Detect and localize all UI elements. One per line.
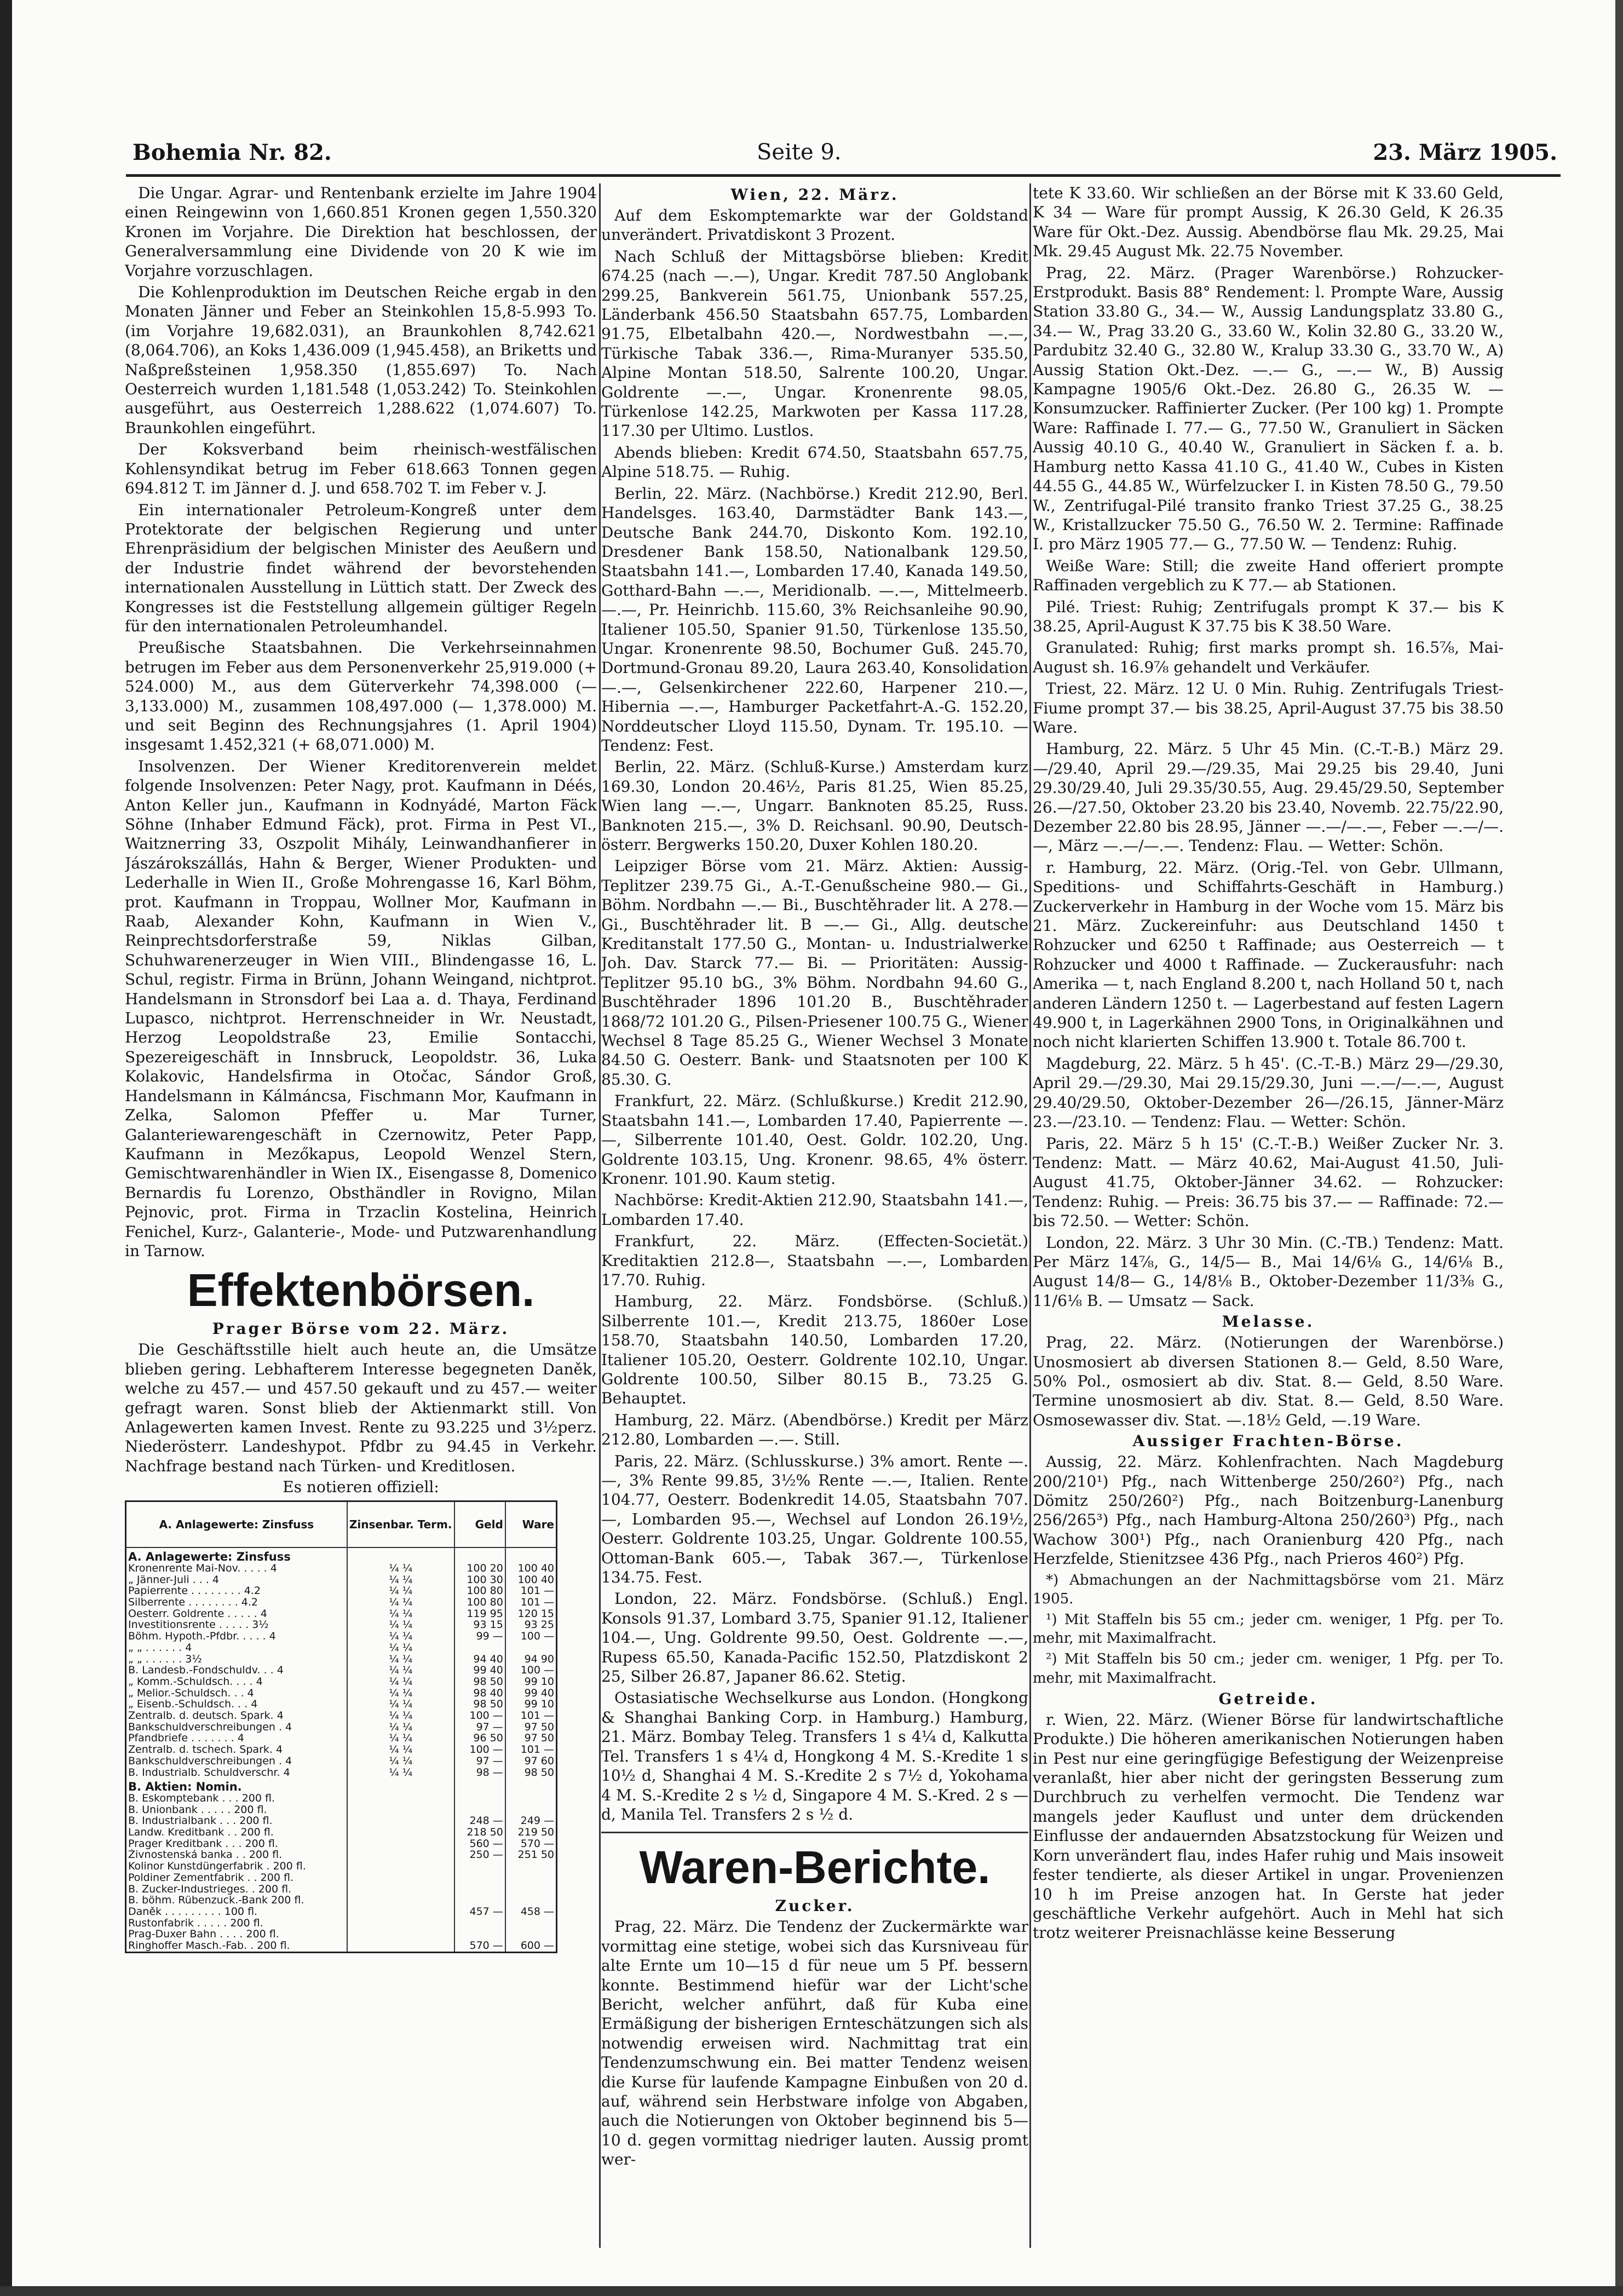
table-cell: Investitionsrente . . . . . 3½: [126, 1619, 347, 1631]
table-cell: Prag-Duxer Bahn . . . . 200 fl.: [126, 1929, 347, 1940]
news-paragraph: Ein internationaler Petroleum-Kongreß unter dem Protektorate der belgischen Regierung und unter Ehrenpräsidium der belgischen Minister des Aeußern und der Industrie findet während der bevorstehenden internationalen Ausstellung in Lüttich statt. Der Zweck des Kongresses ist die Feststellung allgemein gültiger Regeln für den internationalen Petroleumhandel.: [125, 500, 597, 635]
table-cell: 251 50: [505, 1849, 557, 1861]
news-paragraph: Paris, 22. März. (Schlusskurse.) 3% amort. Rente —.—, 3% Rente 99.85, 3½% Rente —.—, Italien. Rente 104.77, Oesterr. Bodenkredit 14.05, Staatsbahn 707.—, Lombarden 95.—, Wechsel auf London 26.19½, Oesterr. Goldrente 103.25, Ungar. Goldrente 100.55, Ottoman-Bank 605.—, Tabak 367.—, Türkenlose 134.75. Fest.: [601, 1452, 1028, 1587]
table-row: [126, 1940, 557, 1952]
newspaper-issue: Bohemia Nr. 82.: [133, 140, 332, 165]
table-cell: 100 —: [454, 1744, 505, 1756]
table-cell: 249 —: [505, 1815, 557, 1827]
table-cell: 101 —: [505, 1710, 557, 1722]
table-cell: 218 50: [454, 1827, 505, 1838]
news-paragraph: r. Hamburg, 22. März. (Orig.-Tel. von Gebr. Ullmann, Speditions- und Schiffahrts-Geschäft in Hamburg.) Zuckerverkehr in Hamburg in der Woche vom 15. März bis 21. März. Zuckereinfuhr: aus Deutschland 1450 t Rohzucker und 6250 t Raffinade; aus Oesterreich — t Rohzucker und 4000 t Raffinade. — Zuckerausfuhr: nach Amerika — t, nach England 8.200 t, nach Holland 50 t, nach anderen Ländern 1250 t. — Lagerbestand auf festen Lagern 49.900 t, in Lagerkähnen 2900 Tons, in Originalkähnen und noch nicht klarierten Schiffen 13.900 t. Totale 86.700 t.: [1033, 858, 1504, 1051]
news-paragraph: Berlin, 22. März. (Schluß-Kurse.) Amsterdam kurz 169.30, London 20.46½, Paris 81.25, Wien 85.25, Wien lang —.—, Ungarr. Banknoten 85.25, Russ. Banknoten 215.—, 3% D. Reichsanl. 90.90, Deutsch-österr. Bergwerks 150.20, Duxer Kohlen 180.20.: [601, 758, 1028, 854]
table-cell: ¼ ¼: [347, 1563, 454, 1574]
table-cell: „ Jänner-Juli . . . 4: [126, 1574, 347, 1586]
table-row: [126, 1744, 557, 1756]
table-cell: 96 50: [454, 1733, 505, 1744]
table-cell: [347, 1827, 454, 1838]
footnote: ²) Mit Staffeln bis 50 cm.; jeder cm. weniger, 1 Pfg. per To. mehr, mit Maximalfracht.: [1033, 1651, 1504, 1687]
table-cell: A. Anlagewerte: Zinsfuss: [126, 1547, 347, 1563]
table-cell: 100 20: [454, 1563, 505, 1574]
stock-quote-table: [125, 1500, 557, 1953]
table-cell: 100 40: [505, 1574, 557, 1586]
news-paragraph: Frankfurt, 22. März. (Effecten-Societät.) Kreditaktien 212.8—, Staatsbahn —.—, Lombarden 17.70. Ruhig.: [601, 1232, 1028, 1289]
table-cell: 98 40: [454, 1688, 505, 1699]
table-cell: ¼ ¼: [347, 1597, 454, 1608]
table-cell: Bankschuldverschreibungen . 4: [126, 1756, 347, 1767]
table-cell: [454, 1642, 505, 1654]
table-cell: [505, 1884, 557, 1895]
table-cell: 570 —: [505, 1838, 557, 1850]
table-cell: Bankschuldverschreibungen . 4: [126, 1722, 347, 1733]
table-row: [126, 1929, 557, 1940]
table-cell: 94 90: [505, 1654, 557, 1665]
grain-report: r. Wien, 22. März. (Wiener Börse für landwirtschaftliche Produkte.) Die höheren amerikanischen Notierungen haben in Pest nur eine geringfügige Befestigung der Weizenpreise veranlaßt, hier aber nicht der geringsten Besserung zum Durchbruch zu verhelfen vermocht. Die Tendenz war mangels jeder Kauflust und unter dem drückenden Einflusse der andauernden Absatzstockung für Weizen und Korn unverändert flau, indes Hafer ruhig und Mais insoweit fester tendierte, als dieser Artikel in ungar. Provenienzen 10 h im Preise anzogen hat. In Gerste hat jeder geschäftliche Verkehr aufgehört. Auch in Mehl hat sich trotz weiterer Preisnachlässe keine Besserung: [1033, 1710, 1504, 1942]
table-cell: Živnostenská banka . . 200 fl.: [126, 1849, 347, 1861]
table-cell: [454, 1861, 505, 1872]
table-cell: 98 50: [454, 1699, 505, 1710]
table-row: [126, 1895, 557, 1906]
table-cell: ¼ ¼: [347, 1608, 454, 1620]
news-paragraph: Der Koksverband beim rheinisch-westfälischen Kohlensyndikat betrug im Feber 618.663 Tonnen gegen 694.812 T. im Jänner d. J. und 658.702 T. im Feber v. J.: [125, 440, 597, 498]
table-cell: [454, 1895, 505, 1906]
table-cell: ¼ ¼: [347, 1642, 454, 1654]
table-cell: ¼ ¼: [347, 1733, 454, 1744]
footnote: ¹) Mit Staffeln bis 55 cm.; jeder cm. weniger, 1 Pfg. per To. mehr, mit Maximalfracht.: [1033, 1612, 1504, 1647]
table-cell: [505, 1918, 557, 1929]
table-cell: 98 50: [505, 1767, 557, 1779]
table-cell: 93 15: [454, 1619, 505, 1631]
table-row: [126, 1654, 557, 1665]
news-paragraph: Abends blieben: Kredit 674.50, Staatsbahn 657.75, Alpine 518.75. — Ruhig.: [601, 443, 1028, 481]
table-cell: Daněk . . . . . . . . . 100 fl.: [126, 1906, 347, 1918]
news-paragraph: Berlin, 22. März. (Nachbörse.) Kredit 212.90, Berl. Handelsges. 163.40, Darmstädter Bank 143.—, Deutsche Bank 244.70, Diskonto Kom. 192.10, Dresdener Bank 158.50, Nationalbank 129.50, Staatsbahn 141.—, Lombarden 17.40, Kanada 149.50, Gotthard-Bahn —.—, Meridionalb. —.—, Mittelmeerb. —.—, Pr. Heinrichb. 115.60, 3% Reichsanleihe 90.90, Italiener 105.50, Spanier 91.50, Türkenlose 135.50, Ungar. Kronenrente 98.50, Bochumer Guß. 245.70, Dortmund-Gronau 89.20, Laura 263.40, Konsolidation —.—, Gelsenkirchener 222.60, Harpener 210.—, Hibernia —.—, Hamburger Packetfahrt-A.-G. 152.20, Norddeutscher Lloyd 115.50, Dynam. Tr. 195.10. — Tendenz: Fest.: [601, 484, 1028, 755]
table-cell: [347, 1918, 454, 1929]
table-cell: 248 —: [454, 1815, 505, 1827]
table-header: Geld: [454, 1501, 505, 1548]
table-row: [126, 1665, 557, 1676]
news-paragraph: tete K 33.60. Wir schließen an der Börse mit K 33.60 Geld, K 34 — Ware für prompt Aussig, K 26.30 Geld, K 26.35 Ware für Okt.-Dez. Aussig. Abendbörse flau Mk. 29.25, Mai Mk. 29.45 August Mk. 22.75 November.: [1033, 184, 1504, 261]
table-cell: [505, 1929, 557, 1940]
table-cell: B. Eskomptebank . . . 200 fl.: [126, 1793, 347, 1804]
table-row: [126, 1710, 557, 1722]
table-cell: Silberrente . . . . . . . . 4.2: [126, 1597, 347, 1608]
table-cell: ¼ ¼: [347, 1688, 454, 1699]
table-row: [126, 1722, 557, 1733]
table-header: A. Anlagewerte: Zinsfuss: [126, 1501, 347, 1548]
news-paragraph: Nachbörse: Kredit-Aktien 212.90, Staatsbahn 141.—, Lombarden 17.40.: [601, 1191, 1028, 1229]
section-heading-effektenboersen: Effektenbörsen.: [187, 1264, 535, 1316]
table-cell: [347, 1929, 454, 1940]
table-cell: B. Landesb.-Fondschuldv. . . 4: [126, 1665, 347, 1676]
news-paragraph: Prag, 22. März. (Prager Warenbörse.) Rohzucker-Erstprodukt. Basis 88° Rendement: l. Prompte Ware, Aussig Station 33.80 G., 34.— W., Aussig Landungsplatz 33.80 G., 34.— W., Prag 33.20 G., 33.60 W., Kolin 32.80 G., 33.20 W., Pardubitz 32.40 G., 32.80 W., Kralup 33.30 G., 33.70 W., A) Aussig Station Okt.-Dez. —.— G., —.— W., B) Aussig Kampagne 1905/6 Okt.-Dez. 26.80 G., 26.35 W. — Konsumzucker. Raffinierter Zucker. (Per 100 kg) 1. Prompte Ware: Raffinade I. 77.— G., 77.50 W., Granuliert in Säcken Aussig 40.10 G., 40.40 W., Granuliert in Säcken f. a. b. Hamburg netto Kassa 41.10 G., 41.40 W., Cubes in Kisten 44.55 G., 44.85 W., Würfelzucker I. in Kisten 78.50 G., 79.50 W., Zentrifugal-Pilé transito franko Triest 37.25 G., 38.25 W., Kristallzucker 75.50 G., 76.50 W. 2. Termine: Raffinade I. pro März 1905 77.— G., 77.50 W. — Tendenz: Ruhig.: [1033, 263, 1504, 554]
table-cell: Zentralb. d. deutsch. Spark. 4: [126, 1710, 347, 1722]
table-cell: ¼ ¼: [347, 1585, 454, 1597]
table-row: [126, 1631, 557, 1642]
table-cell: 560 —: [454, 1838, 505, 1850]
table-cell: Kronenrente Mai-Nov. . . . . 4: [126, 1563, 347, 1574]
sugar-heading: Zucker.: [775, 1897, 855, 1915]
table-cell: [454, 1793, 505, 1804]
table-row: [126, 1815, 557, 1827]
table-row: [126, 1688, 557, 1699]
section-divider: [601, 1832, 1028, 1833]
table-cell: 101 —: [505, 1585, 557, 1597]
news-paragraph: Ostasiatische Wechselkurse aus London. (Hongkong & Shanghai Banking Corp. in Hamburg.) Hamburg, 21. März. Bombay Teleg. Transfers 1 s 4¼ d, Kalkutta Tel. Transfers 1 s 4¼ d, Hongkong 4 M. S.-Kredite 1 s 10½ d, Shanghai 4 M. S.-Kredite 2 s 7½ d, Yokohama 4 M. S.-Kredite 2 s ½ d, Singapore 4 M. S.-Kred. 2 s — d, Manila Tel. Transfers 2 s ½ d.: [601, 1689, 1028, 1823]
table-cell: Prager Kreditbank . . . 200 fl.: [126, 1838, 347, 1850]
header-rule: [126, 174, 1561, 177]
table-row: [126, 1918, 557, 1929]
news-paragraph: Frankfurt, 22. März. (Schlußkurse.) Kredit 212.90, Staatsbahn 141.—, Lombarden 17.40, Papierrente —.—, Silberrente 101.40, Oest. Goldr. 102.20, Ung. Goldrente 103.15, Ung. Kronenr. 98.65, 4% österr. Kronenr. 101.90. Kaum stetig.: [601, 1092, 1028, 1188]
table-cell: [347, 1547, 454, 1563]
table-cell: [454, 1872, 505, 1884]
table-cell: 99 40: [454, 1665, 505, 1676]
table-cell: [454, 1778, 505, 1793]
table-cell: ¼ ¼: [347, 1631, 454, 1642]
table-cell: [347, 1793, 454, 1804]
table-cell: [347, 1861, 454, 1872]
table-row: [126, 1699, 557, 1710]
table-cell: [454, 1918, 505, 1929]
news-paragraph: London, 22. März. Fondsbörse. (Schluß.) Engl. Konsols 91.37, Lombard 3.75, Spanier 91.12, Italiener 104.—, Ung. Goldrente 99.50, Oest. Goldrente —.—, Rupess 65.50, Kanada-Pacific 152.50, Platzdiskont 2 25, Silber 26.87, Japaner 86.62. Stetig.: [601, 1590, 1028, 1686]
table-cell: [505, 1804, 557, 1816]
table-cell: 100 —: [454, 1710, 505, 1722]
table-cell: 119 95: [454, 1608, 505, 1620]
table-cell: Böhm. Hypoth.-Pfdbr. . . . . 4: [126, 1631, 347, 1642]
table-cell: 458 —: [505, 1906, 557, 1918]
table-cell: 600 —: [505, 1940, 557, 1952]
footnote: *) Abmachungen an der Nachmittagsbörse vom 21. März 1905.: [1033, 1572, 1504, 1607]
news-paragraph: Weiße Ware: Still; die zweite Hand offeriert prompte Raffinaden vergeblich zu K 77.— ab Stationen.: [1033, 556, 1504, 595]
table-cell: „ Komm.-Schuldsch. . . . 4: [126, 1676, 347, 1688]
grain-heading: Getreide.: [1218, 1689, 1318, 1708]
table-cell: [454, 1884, 505, 1895]
table-cell: B. Zucker-Industrieges. . 200 fl.: [126, 1884, 347, 1895]
table-cell: 97 50: [505, 1733, 557, 1744]
news-paragraph: Auf dem Eskomptemarkte war der Goldstand unverändert. Privatdiskont 3 Prozent.: [601, 206, 1028, 244]
molasses-heading: Melasse.: [1222, 1313, 1315, 1331]
table-cell: [505, 1778, 557, 1793]
news-paragraph: Pilé. Triest: Ruhig; Zentrifugals prompt K 37.— bis K 38.25, April-August K 37.75 bis K 38.50 Ware.: [1033, 597, 1504, 635]
freight-report: Aussig, 22. März. Kohlenfrachten. Nach Magdeburg 200/210¹) Pfg., nach Wittenberge 250/260²) Pfg., nach Dömitz 250/260²) Pfg., nach Boitzenburg-Lanenburg 256/265³) Pfg., nach Hamburg-Altona 250/260³) Pfg., nach Wachow 300¹) Pfg., nach Oranienburg 420 Pfg., nach Herzfelde, Stienitzsee 436 Pfg., nach Prieros 460²) Pfg.: [1033, 1453, 1504, 1568]
table-cell: 100 —: [505, 1665, 557, 1676]
section-heading-waren-berichte: Waren-Berichte.: [639, 1842, 991, 1894]
news-paragraph: Triest, 22. März. 12 U. 0 Min. Ruhig. Zentrifugals Triest-Fiume prompt 37.— bis 38.25, April-August 37.75 bis 38.50 Ware.: [1033, 680, 1504, 736]
table-cell: ¼ ¼: [347, 1710, 454, 1722]
news-paragraph: London, 22. März. 3 Uhr 30 Min. (C.-TB.) Tendenz: Matt. Per März 14⅞, G., 14/5— B., Mai 14/6⅛ G., 14/6⅛ B., August 14/8— G., 14/8⅛ B., Oktober-Dezember 11/3⅜ G., 11/6⅛ B. — Umsatz — Sack.: [1033, 1233, 1504, 1310]
table-cell: Zentralb. d. tschech. Spark. 4: [126, 1744, 347, 1756]
table-cell: 120 15: [505, 1608, 557, 1620]
table-cell: B. Unionbank . . . . . 200 fl.: [126, 1804, 347, 1816]
sugar-report: Prag, 22. März. Die Tendenz der Zuckermärkte war vormittag eine stetige, wobei sich das Kursniveau für alte Ernte um 10—15 d für neue um 5 Pf. bessern konnte. Bestimmend hiefür war der Licht'sche Bericht, welcher anführt, daß für Kuba eine Ermäßigung der bisherigen Ernteschätzungen sich als notwendig erweisen wird. Nachmittag trat ein Tendenzumschwung ein. Bei matter Tendenz weisen die Kurse für laufende Kampagne Einbußen von 20 d. auf, während sein Herbstware infolge von Abgaben, auch die Notierungen von Oktober beginnend bis 5—10 d. gegen vormittag niedriger lauten. Aussig promt wer-: [601, 1918, 1028, 2169]
page-number: Seite 9.: [757, 140, 842, 165]
scan-edge-right: [1615, 0, 1623, 2296]
table-cell: „ Eisenb.-Schuldsch. . . 4: [126, 1699, 347, 1710]
table-cell: ¼ ¼: [347, 1722, 454, 1733]
table-cell: 100 40: [505, 1563, 557, 1574]
news-paragraph: Die Ungar. Agrar- und Rentenbank erzielte im Jahre 1904 einen Reingewinn von 1,660.851 Kronen gegen 1,550.320 Kronen im Vorjahre. Die Direktion hat beschlossen, der Generalversammlung eine Dividende von 20 K wie im Vorjahre vorzuschlagen.: [125, 184, 597, 280]
table-row: [126, 1793, 557, 1804]
table-cell: Pfandbriefe . . . . . . . 4: [126, 1733, 347, 1744]
table-cell: B. Industrialb. Schuldverschr. 4: [126, 1767, 347, 1779]
table-body: [126, 1547, 557, 1952]
table-cell: 99 —: [454, 1631, 505, 1642]
table-cell: 99 10: [505, 1699, 557, 1710]
table-row: [126, 1585, 557, 1597]
prague-exchange-report: Die Geschäftsstille hielt auch heute an, die Umsätze blieben gering. Lebhafterem Interesse begegneten Daněk, welche zu 457.— und 457.50 gekauft und zu 457.— weiter gefragt waren. Sonst blieb der Aktienmarkt still. Von Anlagewerten kamen Invest. Rente zu 93.225 und 3½perz. Niederösterr. Landeshypot. Pfdbr zu 94.45 in Verkehr. Nachfrage bestand nach Türken- und Kreditlosen.: [125, 1340, 597, 1475]
table-cell: ¼ ¼: [347, 1676, 454, 1688]
news-paragraph: Die Kohlenproduktion im Deutschen Reiche ergab in den Monaten Jänner und Feber an Steinkohlen 15,8-5.993 To. (im Vorjahre 19,682.031), an Braunkohlen 8,742.621 (8,064.706), an Koks 1,436.009 (1,945.458), an Briketts und Naßpreßsteinen 1,958.350 (1,855.697) To. Nach Oesterreich wurden 1,181.548 (1,053.242) To. Steinkohlen ausgeführt, aus Oesterreich 1,288.622 (1,074.607) To. Braunkohlen eingeführt.: [125, 283, 597, 437]
table-row: [126, 1884, 557, 1895]
table-cell: 219 50: [505, 1827, 557, 1838]
table-cell: [347, 1884, 454, 1895]
issue-date: 23. März 1905.: [1373, 140, 1557, 165]
table-row: [126, 1597, 557, 1608]
news-paragraph: Hamburg, 22. März. 5 Uhr 45 Min. (C.-T.-B.) März 29.—/29.40, April 29.—/29.35, Mai 29.25 bis 29.40, Juni 29.30/29.40, Juli 29.35/30.55, Aug. 29.45/29.50, September 26.—/27.50, Oktober 23.20 bis 23.40, Novemb. 22.75/22.90, Dezember 22.80 bis 28.95, Jänner —.—/—.—, Feber —.—/—.—, März —.—/—.—. Tendenz: Flau. — Wetter: Schön.: [1033, 740, 1504, 855]
table-cell: ¼ ¼: [347, 1619, 454, 1631]
table-cell: Rustonfabrik . . . . . 200 fl.: [126, 1918, 347, 1929]
table-cell: ¼ ¼: [347, 1574, 454, 1586]
table-cell: 100 80: [454, 1597, 505, 1608]
table-cell: 97 60: [505, 1756, 557, 1767]
official-quotes-label: Es notieren offiziell:: [283, 1478, 439, 1497]
table-cell: 570 —: [454, 1940, 505, 1952]
table-cell: [347, 1872, 454, 1884]
table-cell: 101 —: [505, 1597, 557, 1608]
table-row: [126, 1838, 557, 1850]
table-cell: [347, 1778, 454, 1793]
table-cell: [505, 1861, 557, 1872]
scan-edge-bottom: [0, 2286, 1623, 2296]
table-cell: 101 —: [505, 1744, 557, 1756]
news-paragraph: Leipziger Börse vom 21. März. Aktien: Aussig-Teplitzer 239.75 Gi., A.-T.-Genußscheine 980.— Gi., Böhm. Nordbahn —.— Bi., Buschtěhrader lit. A 278.— Gi., Buschtěhrader lit. B —.— Gi., Allg. deutsche Kreditanstalt 177.50 G., Montan- u. Industrialwerke Joh. Dav. Starck 77.— Bi. — Prioritäten: Aussig-Teplitzer 95.10 bG., 3% Böhm. Nordbahn 94.60 G., Buschtěhrader 1896 101.20 B., Buschtěhrader 1868/72 101.20 G., Pilsen-Priesener 100.75 G., Wiener Wechsel 8 Tage 85.25 G., Wiener Wechsel 3 Monate 84.50 G. Oesterr. Bank- und Staatsnoten per 100 K 85.30. G.: [601, 857, 1028, 1089]
table-cell: [347, 1906, 454, 1918]
table-cell: [454, 1804, 505, 1816]
table-row: [126, 1756, 557, 1767]
vienna-heading: Wien, 22. März.: [730, 186, 899, 204]
table-cell: Kolinor Kunstdüngerfabrik . 200 fl.: [126, 1861, 347, 1872]
table-cell: 100 30: [454, 1574, 505, 1586]
table-cell: ¼ ¼: [347, 1665, 454, 1676]
table-cell: Papierrente . . . . . . . . 4.2: [126, 1585, 347, 1597]
table-row: [126, 1642, 557, 1654]
table-row: [126, 1547, 557, 1563]
table-row: [126, 1778, 557, 1793]
news-paragraph: Preußische Staatsbahnen. Die Verkehrseinnahmen betrugen im Feber aus dem Personenverkehr 25,919.000 (+ 524.000) M., aus dem Güterverkehr 74,398.000 (— 3,133.000) M., zusammen 108,497.000 (— 1,378.000) M. und seit Beginn des Rechnungsjahres (1. April 1904) insgesamt 1.452,321 (+ 68,071.000) M.: [125, 638, 597, 754]
table-cell: [347, 1838, 454, 1850]
table-row: [126, 1804, 557, 1816]
table-cell: 457 —: [454, 1906, 505, 1918]
column-left: [125, 183, 597, 2251]
table-cell: [505, 1642, 557, 1654]
news-paragraph: Paris, 22. März 5 h 15' (C.-T.-B.) Weißer Zucker Nr. 3. Tendenz: Matt. — März 40.62, Mai-August 41.50, Juli-August 41.75, Oktober-Jänner 34.62. — Rohzucker: Tendenz: Ruhig. — Preis: 36.75 bis 37.— — Raffinade: 72.— bis 72.50. — Wetter: Schön.: [1033, 1134, 1504, 1230]
table-row: [126, 1767, 557, 1779]
table-cell: „ Melior.-Schuldsch. . . 4: [126, 1688, 347, 1699]
news-paragraph: Hamburg, 22. März. (Abendbörse.) Kredit per März 212.80, Lombarden —.—. Still.: [601, 1411, 1028, 1449]
table-row: [126, 1563, 557, 1574]
column-divider: [1029, 183, 1031, 2248]
column-right: [1033, 183, 1504, 2251]
table-cell: B. Aktien: Nomin.: [126, 1778, 347, 1793]
table-header: Zinsenbar. Term.: [347, 1501, 454, 1548]
table-cell: ¼ ¼: [347, 1744, 454, 1756]
table-cell: ¼ ¼: [347, 1654, 454, 1665]
table-header: Ware: [505, 1501, 557, 1548]
table-cell: Oesterr. Goldrente . . . . . 4: [126, 1608, 347, 1620]
table-cell: 94 40: [454, 1654, 505, 1665]
table-row: [126, 1827, 557, 1838]
table-cell: 99 40: [505, 1688, 557, 1699]
table-row: [126, 1619, 557, 1631]
table-row: [126, 1608, 557, 1620]
table-cell: [454, 1547, 505, 1563]
news-paragraph: Nach Schluß der Mittagsbörse blieben: Kredit 674.25 (nach —.—), Ungar. Kredit 787.50 Anglobank 299.25, Bankverein 561.75, Unionbank 557.25, Länderbank 456.50 Staatsbahn 657.75, Lombarden 91.75, Elbetalbahn 420.—, Nordwestbahn —.—, Türkische Tabak 336.—, Rima-Muranyer 535.50, Alpine Montan 518.50, Salrente 100.20, Ungar. Goldrente —.—, Ungar. Kronenrente 98.05, Türkenlose 142.25, Markwoten per Kassa 117.28, 117.30 per Ultimo. Lustlos.: [601, 247, 1028, 440]
table-cell: B. böhm. Rübenzuck.-Bank 200 fl.: [126, 1895, 347, 1906]
news-paragraph: Granulated: Ruhig; first marks prompt sh. 16.5⅞, Mai-August sh. 16.9⅞ gehandelt und Verkäufer.: [1033, 638, 1504, 676]
table-cell: [505, 1793, 557, 1804]
news-paragraph: Magdeburg, 22. März. 5 h 45'. (C.-T.-B.) März 29—/29.30, April 29.—/29.30, Mai 29.15/29.30, Juni —.—/—.—, August 29.40/29.50, Oktober-Dezember 26—/26.15, Jänner-März 23.—/23.10. — Tendenz: Flau. — Wetter: Schön.: [1033, 1054, 1504, 1131]
table-cell: 93 25: [505, 1619, 557, 1631]
table-cell: [347, 1895, 454, 1906]
table-row: [126, 1733, 557, 1744]
molasses-report: Prag, 22. März. (Notierungen der Warenbörse.) Unosmosiert ab diversen Stationen 8.— Geld, 8.50 Ware, 50% Pol., osmosiert ab div. Stat. 8.— Geld, 8.50 Ware. Termine unosmosiert ab div. Stat. 8.— Geld, 8.50 Ware. Osmosewasser div. Stat. —.18½ Geld, —.19 Ware.: [1033, 1333, 1504, 1429]
prague-exchange-heading: Prager Börse vom 22. März.: [212, 1320, 510, 1338]
table-cell: ¼ ¼: [347, 1699, 454, 1710]
table-row: [126, 1906, 557, 1918]
table-cell: [347, 1940, 454, 1952]
news-paragraph: Insolvenzen. Der Wiener Kreditorenverein meldet folgende Insolvenzen: Peter Nagy, prot. Kaufmann in Déés, Anton Keller jun., Kaufmann in Kodnyádé, Marton Fäck Söhne (Inhaber Edmund Fäck), prot. Firma in Pest VI., Waitznerring 33, Oszpolit Mihály, Leinwandhanfierer in Jászárokszállás, Hahn & Berger, Wiener Produkten- und Lederhalle in Wien II., Große Mohrengasse 16, Karl Böhm, prot. Kaufmann in Troppau, Wollner Mor, Kaufmann in Raab, Alexander Kohn, Kaufmann in Wien V., Reinprechtsdorferstraße 59, Niklas Gilban, Schuhwarenerzeuger in Wien VIII., Blindengasse 16, L. Schul, registr. Firma in Brünn, Johann Weingand, nichtprot. Handelsmann in Stronsdorf bei Laa a. d. Thaya, Ferdinand Lupasco, nichtprot. Herrenschneider in Wr. Neustadt, Herzog Leopoldstraße 23, Emilie Sontacchi, Spezereigeschäft in Innsbruck, Leopoldstr. 36, Luka Kolakovic, Handelsfirma in Otočac, Sándor Groß, Handelsmann in Kálmáncsa, Fischmann Mor, Kaufmann in Zelka, Salomon Pfeffer u. Mar Turner, Galanteriewarengeschäft in Czernowitz, Peter Papp, Kaufmann in Mezőkapus, Leopold Wenzel Stern, Gemischtwarenhändler in Wien IX., Eisengasse 8, Domenico Bernardis fu Lorenzo, Obsthändler in Rovigno, Milan Pejnovic, prot. Firma in Trzaclin Kostelina, Heinrich Fenichel, Kurz-, Galanterie-, Mode- und Putzwarenhandlung in Tarnow.: [125, 757, 597, 1260]
table-cell: [505, 1895, 557, 1906]
table-cell: 98 50: [454, 1676, 505, 1688]
table-cell: 100 80: [454, 1585, 505, 1597]
table-cell: [454, 1929, 505, 1940]
news-paragraph: Hamburg, 22. März. Fondsbörse. (Schluß.) Silberrente 101.—, Kredit 213.75, 1860er Lose 158.70, Staatsbahn 140.50, Lombarden 17.20, Italiener 105.20, Oesterr. Goldrente 102.10, Ungar. Goldrente 100.50, Silber 80.15 B., 73.25 G. Behauptet.: [601, 1292, 1028, 1408]
table-cell: 100 —: [505, 1631, 557, 1642]
table-cell: Landw. Kreditbank . . 200 fl.: [126, 1827, 347, 1838]
table-cell: 250 —: [454, 1849, 505, 1861]
table-cell: 99 10: [505, 1676, 557, 1688]
table-cell: ¼ ¼: [347, 1767, 454, 1779]
table-cell: ¼ ¼: [347, 1756, 454, 1767]
table-cell: [347, 1815, 454, 1827]
column-divider: [599, 183, 601, 2248]
table-row: [126, 1872, 557, 1884]
table-row: [126, 1574, 557, 1586]
column-middle: [601, 183, 1028, 2251]
table-cell: [505, 1872, 557, 1884]
scan-edge-left: [0, 0, 12, 2296]
table-cell: Poldiner Zementfabrik . . 200 fl.: [126, 1872, 347, 1884]
table-cell: 97 —: [454, 1756, 505, 1767]
table-cell: 97 50: [505, 1722, 557, 1733]
table-cell: [347, 1804, 454, 1816]
table-cell: B. Industrialbank . . . 200 fl.: [126, 1815, 347, 1827]
table-row: [126, 1849, 557, 1861]
table-cell: Ringhoffer Masch.-Fab. . 200 fl.: [126, 1940, 347, 1952]
table-cell: [505, 1547, 557, 1563]
table-cell: „ „ . . . . . . 3½: [126, 1654, 347, 1665]
table-row: [126, 1861, 557, 1872]
table-cell: „ „ . . . . . . 4: [126, 1642, 347, 1654]
freight-exchange-heading: Aussiger Frachten-Börse.: [1132, 1432, 1404, 1451]
table-cell: [347, 1849, 454, 1861]
table-row: [126, 1676, 557, 1688]
table-cell: 98 —: [454, 1767, 505, 1779]
table-cell: 97 —: [454, 1722, 505, 1733]
